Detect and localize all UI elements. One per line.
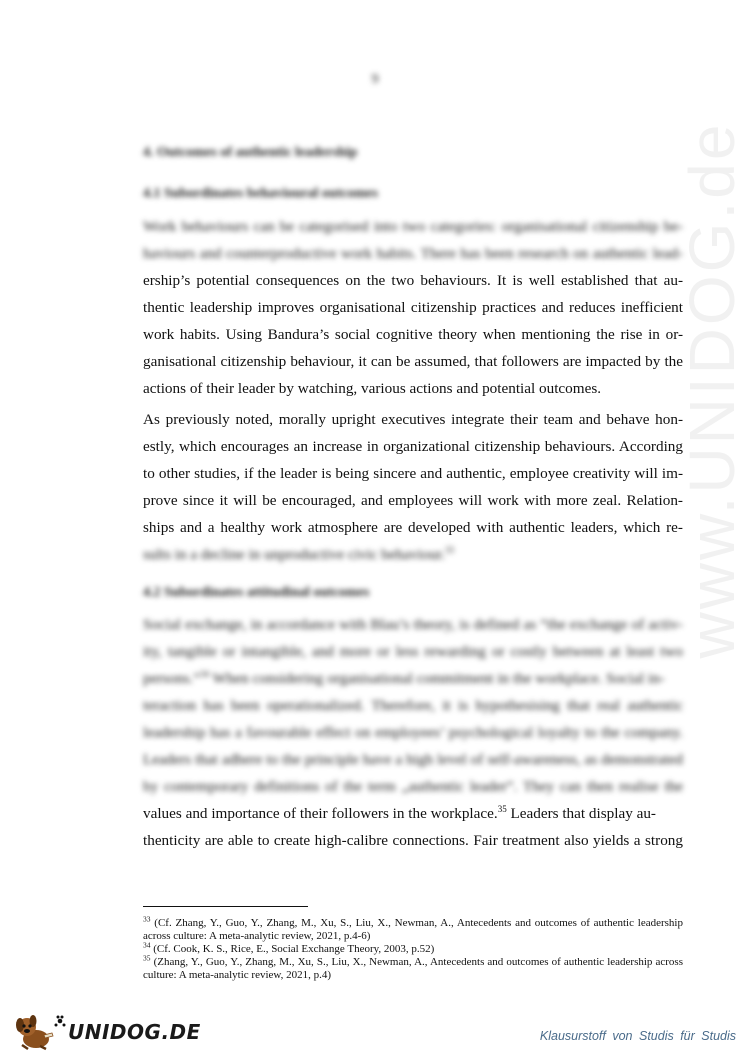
text-line: thenticity are able to create high-calibre connections. Fair treatment also yields a strong [143,832,683,849]
text-line: teraction has been operationalized. Therefore, it is hypothesising that real authentic [143,697,683,714]
text-line: ships and a healthy work atmosphere are developed with authentic leaders, which re- [143,519,683,536]
text-line: ity, tangible or intangible, and more or less rewarding or costly between at least two [143,643,683,660]
subsection-heading-attitudinal: 4.2 Subordinates attitudinal outcomes [143,585,370,600]
text-line: Social exchange, in accordance with Blau’s theory, is defined as “the exchange of activ- [143,616,683,633]
footnotes [143,914,683,982]
logo-text: UNIDOG.DE [68,1020,201,1044]
text-line: thentic leadership improves organisational citizenship practices and reduces inefficient [143,299,683,316]
footnote-text: (Zhang, Y., Guo, Y., Zhang, M., Xu, S., Liu, X., Newman, A., Antecedents and outcomes of authentic leadership across culture: A meta-analytic review, 2021, p.4) [143,956,683,981]
text-line: work habits. Using Bandura’s social cognitive theory when mentioning the rise in or- [143,326,683,343]
unidog-logo[interactable] [14,1012,201,1052]
footnote-33 [143,914,683,943]
text-line: Leaders that adhere to the principle have a high level of self-awareness, as demonstrated [143,751,683,768]
paragraph-attitudinal [143,611,683,854]
footnote-number: 34 [143,940,151,950]
watermark: www.UNIDOG.de [676,121,748,659]
text-line: leadership has a favourable effect on employees’ psychological loyalty to the company. [143,724,683,741]
text-line: prove since it will be encouraged, and employees will work with more zeal. Relation- [143,492,683,509]
text-line: by contemporary definitions of the term „authentic leader”. They can then realise the [143,778,683,795]
text-line [143,800,683,827]
text-line [143,665,683,692]
footnote-text: (Cf. Cook, K. S., Rice, E., Social Exchange Theory, 2003, p.52) [150,943,435,955]
text-line: actions of their leader by watching, various actions and potential outcomes. [143,380,602,397]
footnote-ref-35: 35 [497,803,507,814]
footnote-number: 35 [143,953,151,963]
line-text: persons.” [143,670,200,687]
tagline: Klausurstoff von Studis für Studis [539,1029,736,1043]
page-number: 9 [371,72,379,87]
footnote-ref-34: 34 [199,668,209,679]
text-line [143,541,683,568]
line-text: values and importance of their followers in the workplace. [143,805,498,822]
text-line: haviours and counterproductive work habits. There has been research on authentic lead- [143,245,683,262]
paragraph-behavioural-2 [143,406,683,568]
section-heading: 4. Outcomes of authentic leadership [143,145,358,160]
line-text: When considering organisational commitment in the workplace. Social in- [208,670,665,687]
footnote-34 [143,940,683,956]
footnote-number: 33 [143,914,151,924]
text-line: estly, which encourages an increase in organizational citizenship behaviours. According [143,438,683,455]
footnote-35 [143,953,683,982]
subsection-heading-behavioural: 4.1 Subordinates behavioural outcomes [143,186,378,201]
text-line: As previously noted, morally upright executives integrate their team and behave hon- [143,411,683,428]
line-text: Leaders that display au- [506,805,656,822]
footnote-text: (Cf. Zhang, Y., Guo, Y., Zhang, M., Xu, S., Liu, X., Newman, A., Antecedents and outcomes of authentic leadership across culture: A meta-analytic review, 2021, p.4-6) [143,917,683,942]
paragraph-behavioural-1 [143,213,683,402]
text-line: to other studies, if the leader is being sincere and authentic, employee creativity will im- [143,465,683,482]
dog-icon [14,1012,66,1052]
text-line: ganisational citizenship behaviour, it can be assumed, that followers are impacted by the [143,353,683,370]
text-line: Work behaviours can be categorised into two categories: organisational citizenship be- [143,218,683,235]
text-line: ership’s potential consequences on the two behaviours. It is well established that au- [143,272,683,289]
footnote-ref-33: 33 [444,544,454,555]
line-text: sults in a decline in unproductive civic behaviour. [143,546,445,563]
footnote-separator [143,906,308,907]
